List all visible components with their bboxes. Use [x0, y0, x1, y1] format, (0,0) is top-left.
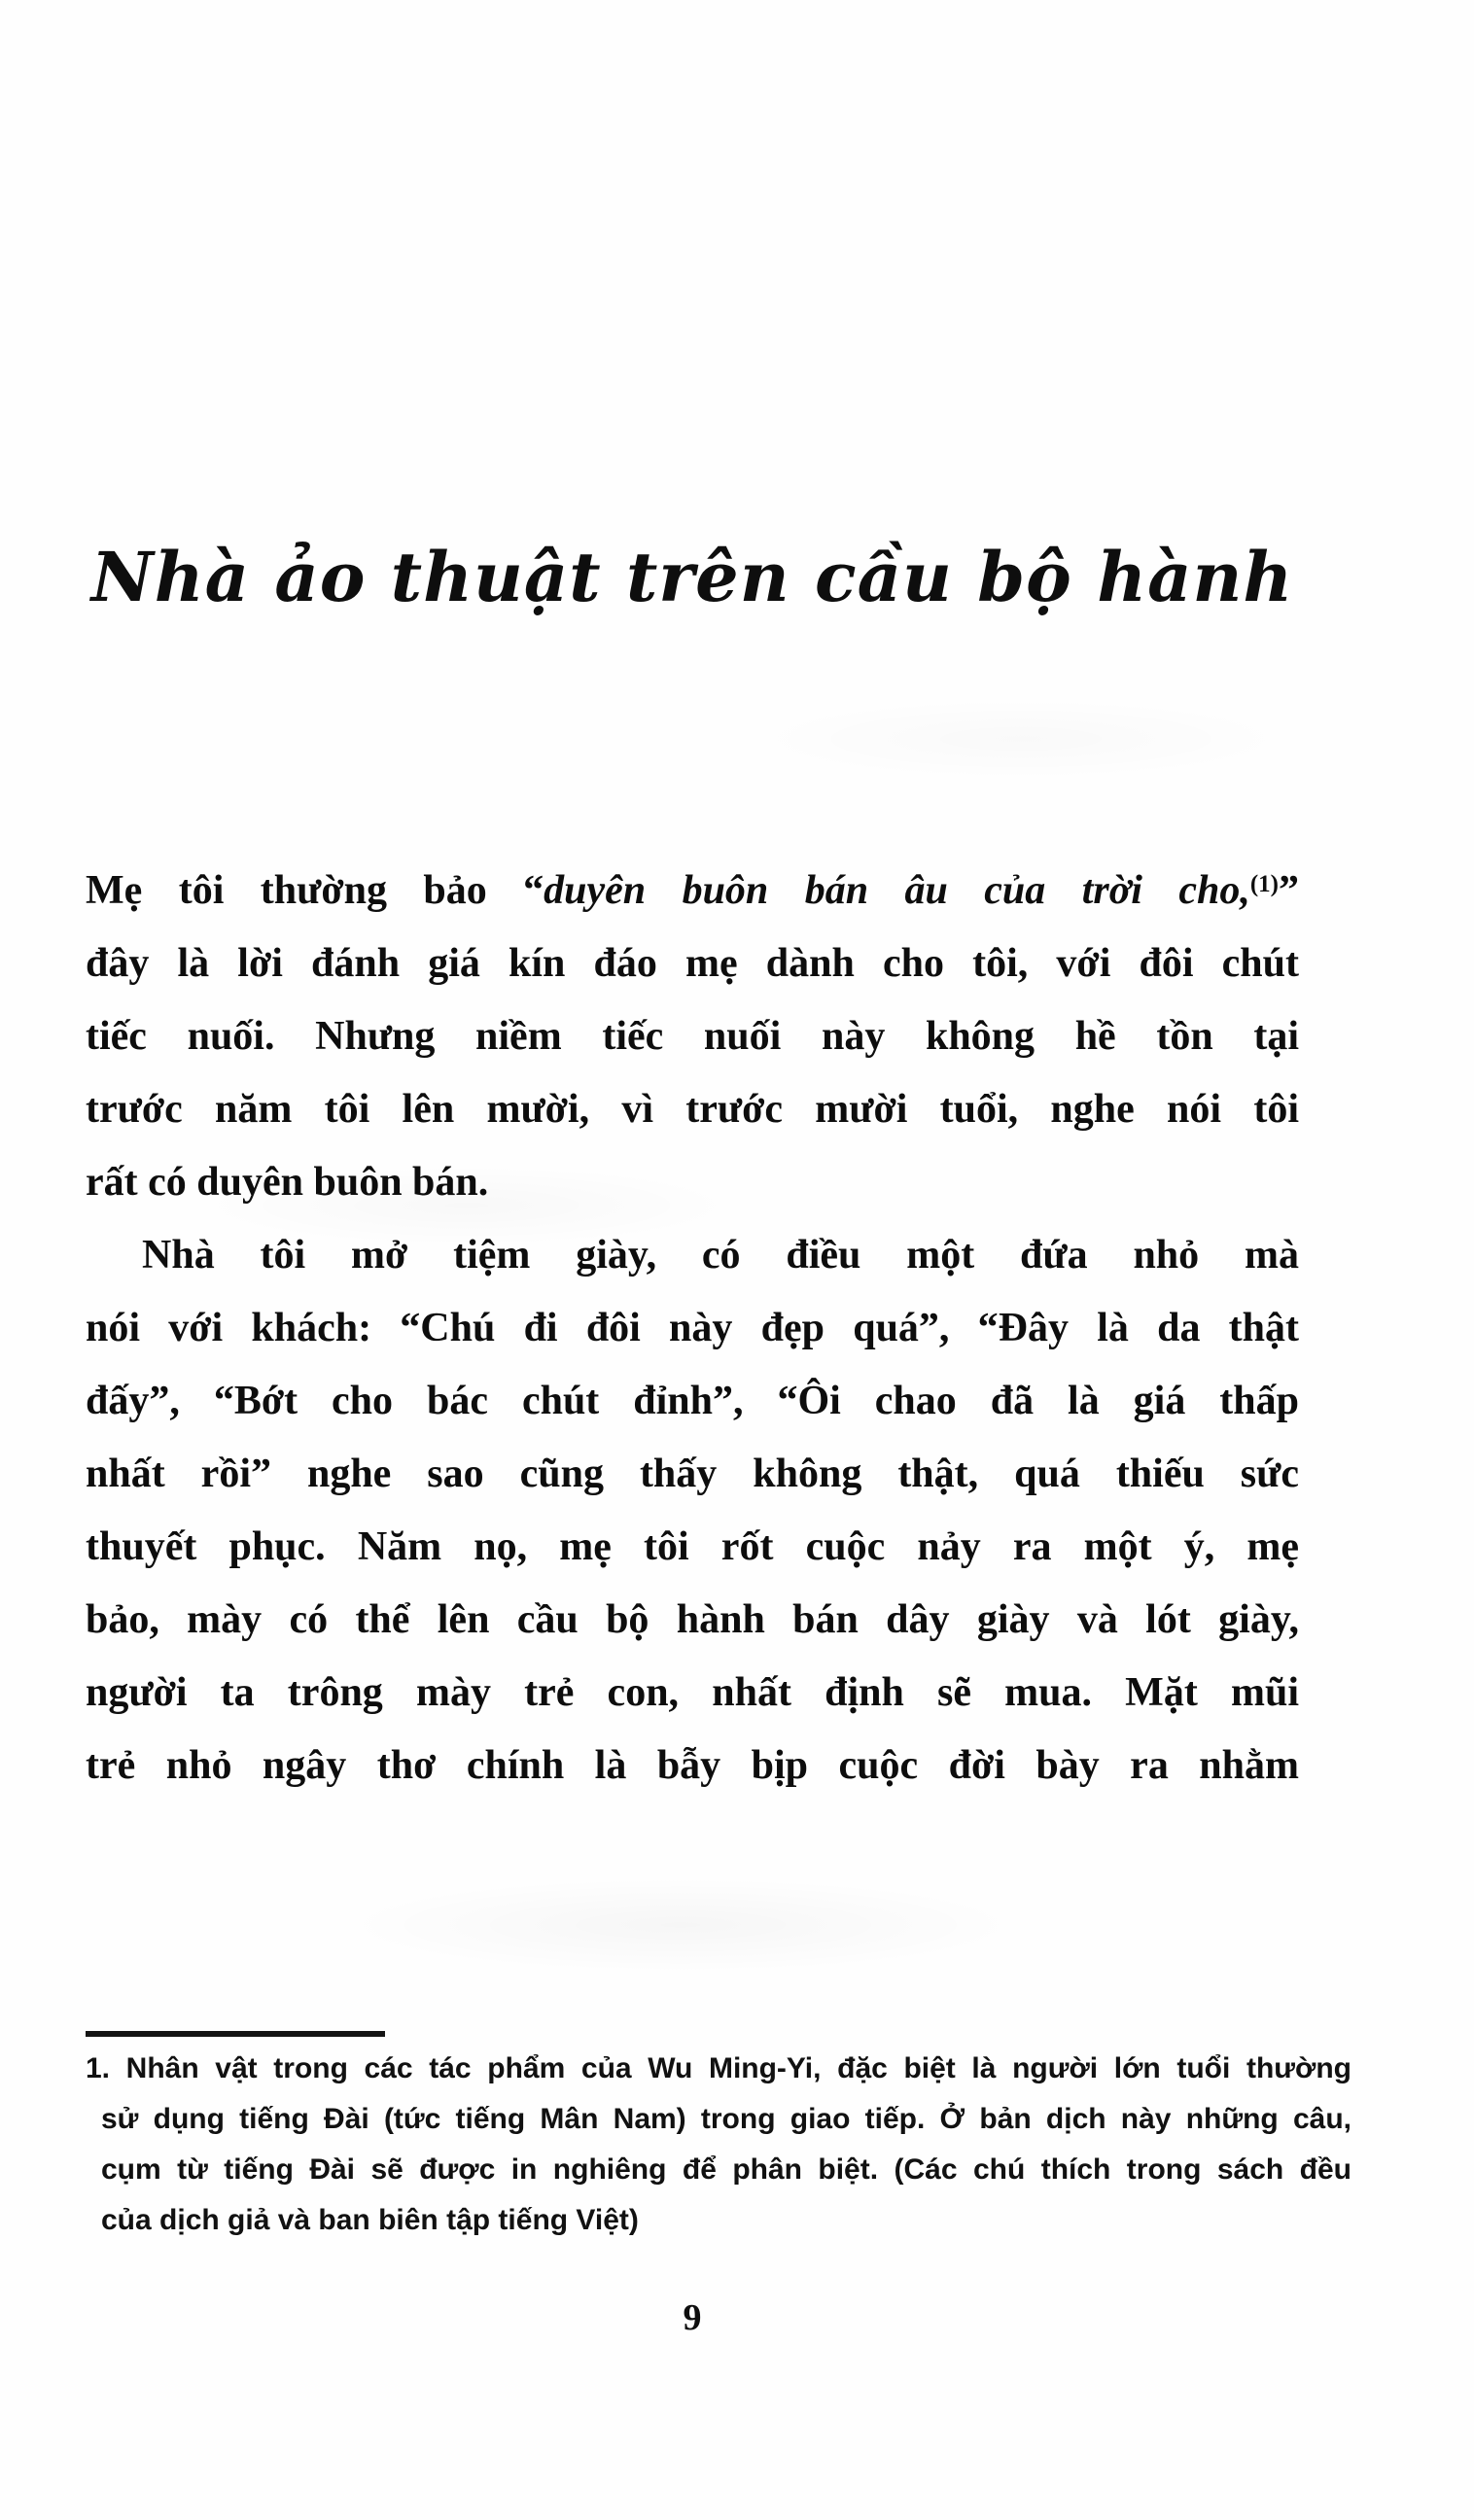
body-line: nhất rồi” nghe sao cũng thấy không thật, quá thiếu sức [86, 1452, 1299, 1496]
line-text: ” [1279, 868, 1299, 913]
body-line: trước năm tôi lên mười, vì trước mười tuổi, nghe nói tôi [86, 1087, 1299, 1132]
body-line [86, 848, 1299, 928]
footnote [86, 2044, 1351, 2246]
body-text [86, 848, 1299, 1802]
body-line: bảo, mày có thể lên cầu bộ hành bán dây giày và lót giày, [86, 1597, 1299, 1642]
body-line: Nhà tôi mở tiệm giày, có điều một đứa nhỏ mà [142, 1233, 1299, 1278]
body-line: nói với khách: “Chú đi đôi này đẹp quá”, “Đây là da thật [86, 1306, 1299, 1350]
body-line: người ta trông mày trẻ con, nhất định sẽ mua. Mặt mũi [86, 1670, 1299, 1715]
line-text: Mẹ tôi thường bảo “ [86, 868, 544, 913]
paragraph-2 [86, 1219, 1299, 1802]
body-line: tiếc nuối. Nhưng niềm tiếc nuối này không hề tồn tại [86, 1014, 1299, 1059]
italic-quote: duyên buôn bán âu của trời cho, [544, 868, 1250, 913]
footnote-ref-superscript: (1) [1249, 871, 1279, 897]
body-line: trẻ nhỏ ngây thơ chính là bẫy bịp cuộc đời bày ra nhằm [86, 1743, 1299, 1788]
paragraph-1 [86, 848, 1299, 1219]
body-line: đấy”, “Bớt cho bác chút đỉnh”, “Ôi chao đã là giá thấp [86, 1379, 1299, 1423]
page-number: 9 [683, 2297, 702, 2338]
footnote-line: 1. Nhân vật trong các tác phẩm của Wu Ming-Yi, đặc biệt là người lớn tuổi thường [86, 2052, 1351, 2084]
footnote-line: cụm từ tiếng Đài sẽ được in nghiêng để phân biệt. (Các chú thích trong sách đều [101, 2153, 1351, 2186]
body-line: đây là lời đánh giá kín đáo mẹ dành cho tôi, với đôi chút [86, 941, 1299, 986]
footnote-line: của dịch giả và ban biên tập tiếng Việt) [101, 2204, 639, 2236]
footnote-divider [86, 2031, 385, 2037]
body-line: thuyết phục. Năm nọ, mẹ tôi rốt cuộc nảy ra một ý, mẹ [86, 1524, 1299, 1569]
footnote-line: sử dụng tiếng Đài (tức tiếng Mân Nam) trong giao tiếp. Ở bản dịch này những câu, [101, 2103, 1351, 2135]
chapter-title: Nhà ảo thuật trên cầu bộ hành [90, 537, 1294, 617]
body-line: rất có duyên buôn bán. [86, 1160, 489, 1205]
